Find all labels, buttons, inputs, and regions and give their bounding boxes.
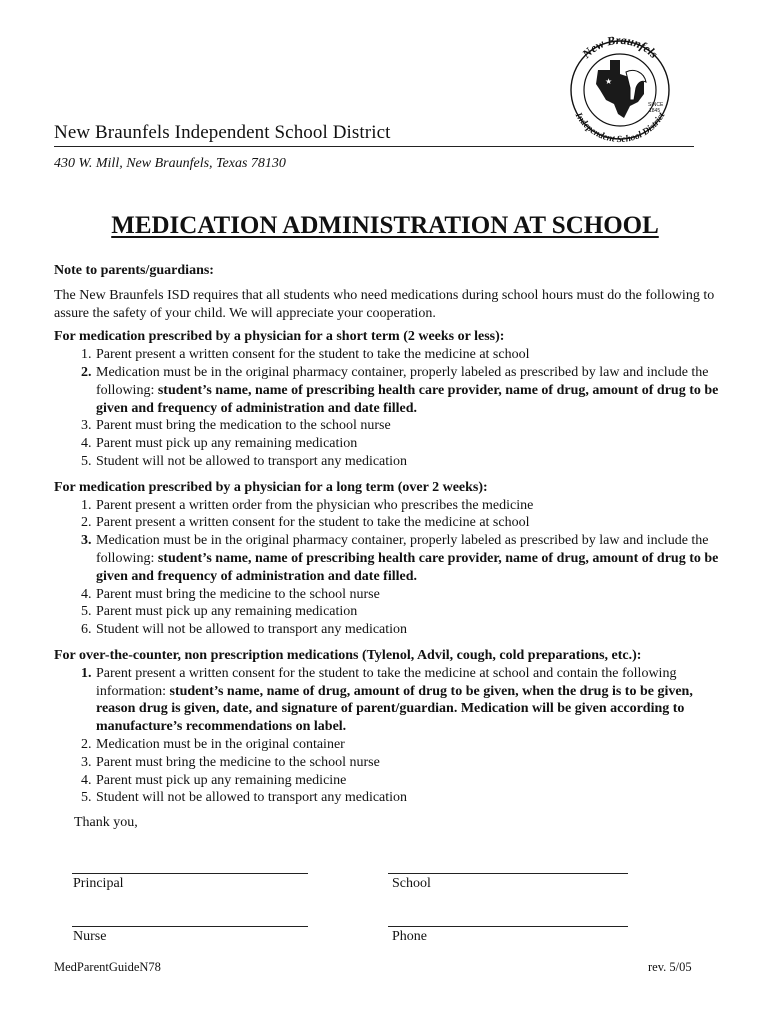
school-signature-line[interactable] [388, 873, 628, 874]
section-long-term-heading: For medication prescribed by a physician for a long term (over 2 weeks): [54, 479, 488, 495]
seal-year-text: 1845 [649, 108, 661, 114]
seal-bottom-text: Independent School District [572, 111, 668, 146]
list-item: 5. Parent must pick up any remaining medication [95, 603, 726, 621]
list-item: 3. Parent must bring the medicine to the school nurse [95, 754, 726, 772]
svg-text:New Braunfels [579, 33, 661, 62]
list-item: 5. Student will not be allowed to transport any medication [95, 789, 726, 807]
list-item: 2. Medication must be in the original container [95, 736, 726, 754]
list-item: 3. Medication must be in the original pharmacy container, properly labeled as prescribed by law and include the following: student’s name, name of prescribing health care provider, name of drug, amount of drug to be given and frequency of administration and date filled. [95, 532, 726, 585]
list-item: 1. Parent present a written order from the physician who prescribes the medicine [95, 497, 726, 515]
seal-since-text: SINCE [648, 102, 664, 108]
section-short-term-list [54, 346, 726, 471]
note-heading: Note to parents/guardians: [54, 263, 214, 278]
list-item: 2. Parent present a written consent for the student to take the medicine at school [95, 514, 726, 532]
list-item: 6. Student will not be allowed to transport any medication [95, 621, 726, 639]
list-item: 4. Parent must pick up any remaining medication [95, 435, 726, 453]
list-item: 1. Parent present a written consent for the student to take the medicine at school [95, 346, 726, 364]
nurse-label: Nurse [73, 929, 107, 944]
phone-signature-line[interactable] [388, 926, 628, 927]
list-item: 4. Parent must bring the medicine to the school nurse [95, 586, 726, 604]
list-item: 4. Parent must pick up any remaining medicine [95, 772, 726, 790]
list-item: 1. Parent present a written consent for the student to take the medicine at school and contain the following information: student’s name, name of drug, amount of drug to be given, when the drug is to be given, reason drug is given, date, and signature of parent/guardian. Medication will be given according to manufacture’s recommendations on label. [95, 665, 726, 736]
district-name: New Braunfels Independent School District [54, 122, 391, 143]
list-item: 2. Medication must be in the original pharmacy container, properly labeled as prescribed by law and include the following: student’s name, name of prescribing health care provider, name of drug, amount of drug to be given and frequency of administration and date filled. [95, 364, 726, 417]
section-otc-heading: For over-the-counter, non prescription medications (Tylenol, Advil, cough, cold preparations, etc.): [54, 647, 642, 663]
section-short-term-heading: For medication prescribed by a physician for a short term (2 weeks or less): [54, 329, 505, 345]
texas-map-icon [596, 60, 644, 118]
form-code: MedParentGuideN78 [54, 960, 161, 974]
section-long-term-list [54, 497, 726, 639]
principal-label: Principal [73, 876, 124, 891]
school-label: School [392, 876, 431, 891]
closing-text: Thank you, [74, 815, 138, 831]
intro-paragraph: The New Braunfels ISD requires that all students who need medications during school hours must do the following to assure the safety of your child. We will appreciate your cooperation. [54, 287, 715, 321]
list-item: 3. Parent must bring the medication to the school nurse [95, 417, 726, 435]
principal-signature-line[interactable] [72, 873, 308, 874]
list-item: 5. Student will not be allowed to transport any medication [95, 453, 726, 471]
district-address: 430 W. Mill, New Braunfels, Texas 78130 [54, 156, 286, 171]
district-seal-logo [560, 20, 680, 150]
seal-top-text: New Braunfels [579, 32, 661, 61]
svg-text:Independent School District [572, 110, 667, 145]
phone-label: Phone [392, 929, 427, 944]
section-otc-list [54, 665, 726, 807]
star-icon: ★ [605, 77, 613, 86]
document-body [54, 262, 726, 832]
nurse-signature-line[interactable] [72, 926, 308, 927]
page-title: MEDICATION ADMINISTRATION AT SCHOOL [111, 212, 659, 239]
revision-date: rev. 5/05 [648, 960, 692, 974]
